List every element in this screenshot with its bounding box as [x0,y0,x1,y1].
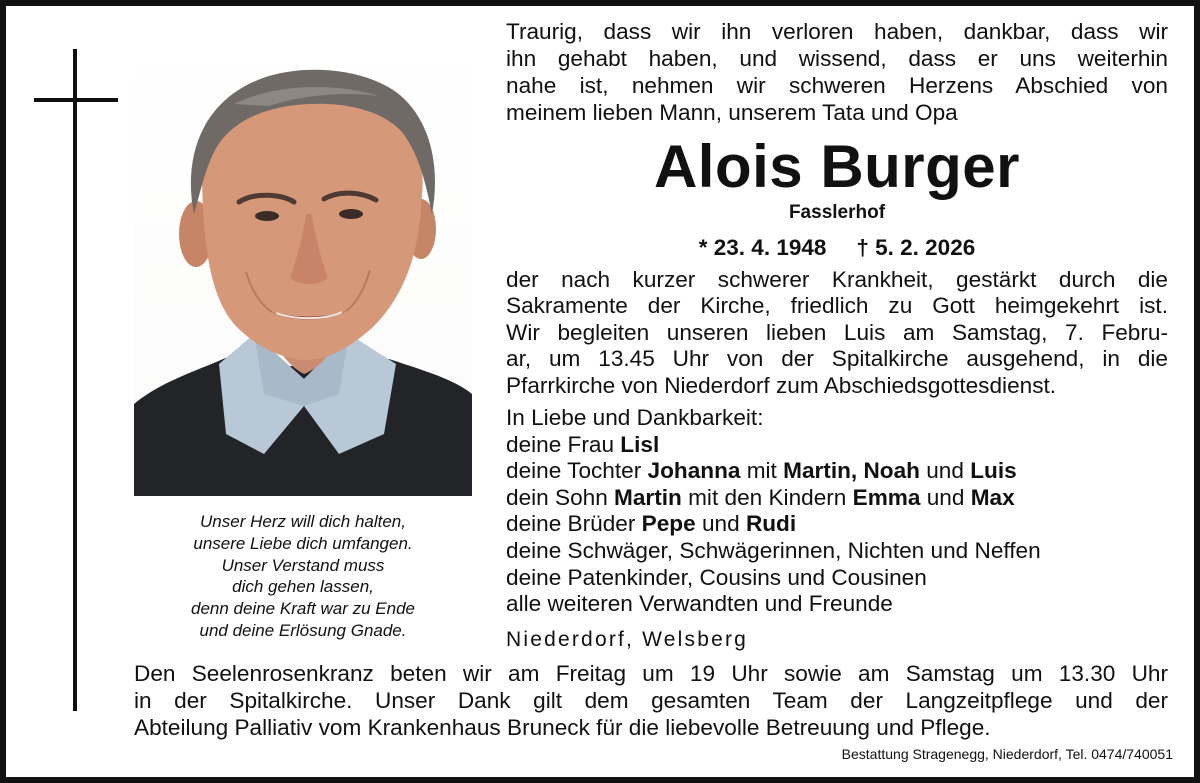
mourner-son: dein Sohn Martin mit den Kindern Emma und Max [506,484,1015,510]
mourners-list [506,405,1168,618]
mourner-brothers: deine Brüder Pepe und Rudi [506,511,797,537]
service-line: Wir begleiten unseren lieben Luis am Samstag, 7. Febru‑ [506,319,1168,345]
intro-text [506,18,1168,126]
intro-line: nahe ist, nehmen wir schweren Herzens Abschied von [506,73,1168,98]
poem [134,511,472,642]
life-dates [506,233,1168,263]
poem-line: und deine Erlösung Gnade. [199,620,407,640]
service-text [506,267,1168,399]
deceased-name: Alois Burger [653,133,1021,200]
rosary-line: in der Spitalkirche. Unser Dank gilt dem gesamten Team der Langzeitpflege und der [134,688,1168,713]
mourner-inlaws: deine Schwäger, Schwägerinnen, Nichten und Neffen [506,537,1041,563]
portrait-photo [134,34,472,496]
service-line: ar, um 13.45 Uhr von der Spitalkirche ausgehend, in die [506,346,1168,372]
intro-line: ihn gehabt haben, und wissend, dass er uns weiterhin [506,46,1168,71]
mourner-godchildren: deine Patenkinder, Cousins und Cousinen [506,564,927,590]
place-line: Niederdorf, Welsberg [506,628,749,651]
birth-date: * 23. 4. 1948 [698,235,827,260]
mourner-wife: deine Frau Lisl [506,431,660,457]
undertaker-credit: Bestattung Stragenegg, Niederdorf, Tel. 0474/740051 [841,746,1173,762]
rosary-text [134,660,1168,741]
service-line: der nach kurzer schwerer Krankheit, gestärkt durch die [506,267,1168,292]
cross-horizontal-bar [34,98,118,102]
intro-line: Traurig, dass wir ihn verloren haben, dankbar, dass wir [506,19,1168,44]
poem-line: unsere Liebe dich umfangen. [193,533,413,553]
mourners-heading: In Liebe und Dankbarkeit: [506,405,764,430]
poem-line: dich gehen lassen, [232,577,374,597]
cross-vertical-bar [73,49,77,711]
intro-line: meinem lieben Mann, unserem Tata und Opa [506,100,958,125]
poem-line: denn deine Kraft war zu Ende [191,599,415,619]
service-line: Sakramente der Kirche, friedlich zu Gott heimgekehrt ist. [506,293,1168,319]
mourner-others: alle weiteren Verwandten und Freunde [506,591,893,617]
rosary-line: Abteilung Palliativ vom Krankenhaus Bruneck für die liebevolle Betreuung und Pflege. [134,715,991,740]
death-date: † 5. 2. 2026 [856,235,976,260]
farm-name: Fasslerhof [788,202,886,223]
rosary-line: Den Seelenrosenkranz beten wir am Freitag um 19 Uhr sowie am Samstag um 13.30 Uhr [134,661,1168,686]
poem-line: Unser Herz will dich halten, [200,512,406,531]
mourner-daughter: deine Tochter Johanna mit Martin, Noah und Luis [506,458,1017,484]
poem-line: Unser Verstand muss [221,555,385,575]
service-line: Pfarrkirche von Niederdorf zum Abschiedsgottesdienst. [506,372,1057,398]
